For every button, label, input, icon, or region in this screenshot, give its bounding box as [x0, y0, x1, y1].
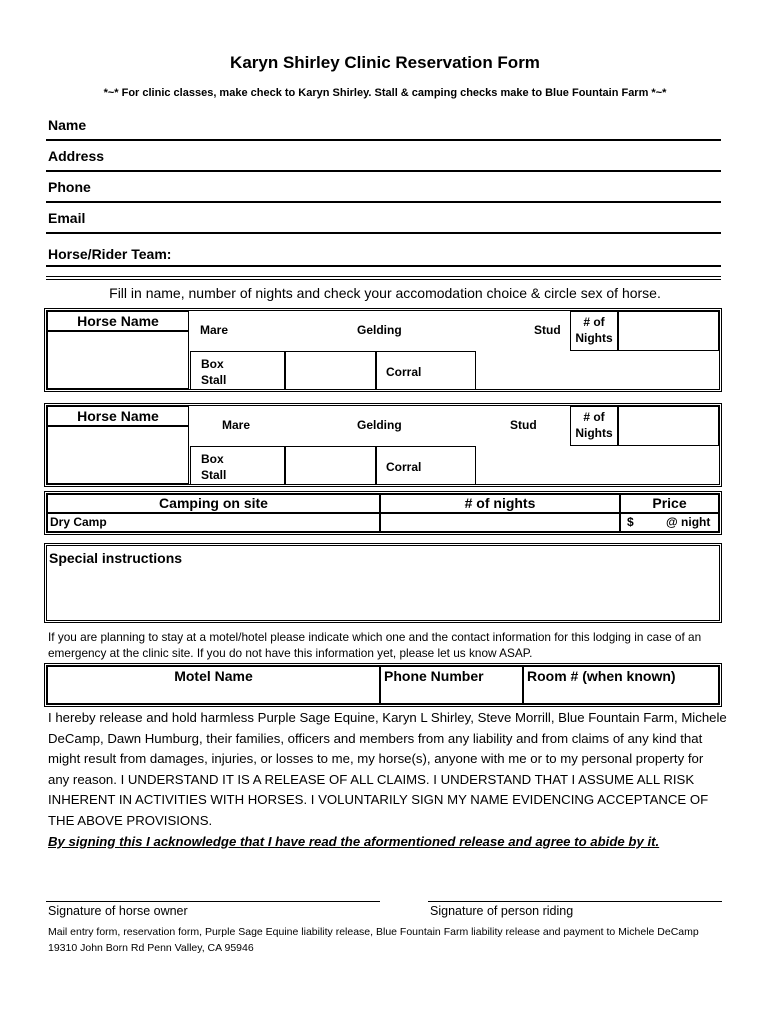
gelding-option-1[interactable]: Gelding [357, 323, 402, 337]
nights-label-line2-1: Nights [575, 331, 613, 345]
special-instructions-box[interactable] [44, 543, 722, 623]
box-stall-cell-1[interactable] [190, 351, 285, 390]
box-stall-line1-2: Box [201, 452, 224, 466]
box-stall-line2-2: Stall [201, 468, 227, 482]
price-header: Price [652, 495, 687, 511]
currency-sign: $ [627, 515, 634, 529]
phone-label: Phone [48, 179, 91, 195]
name-field[interactable] [46, 139, 721, 141]
form-title: Karyn Shirley Clinic Reservation Form [230, 53, 540, 72]
stud-option-2[interactable]: Stud [510, 418, 537, 432]
address-label: Address [48, 148, 105, 164]
horse-name-label-2: Horse Name [77, 408, 159, 424]
nights-input-2[interactable] [618, 406, 719, 446]
camping-header-cell [47, 494, 380, 513]
dry-camp-label: Dry Camp [50, 515, 107, 529]
nights-label-cell-1 [570, 311, 618, 351]
phone-field[interactable] [46, 201, 721, 203]
special-instructions-label: Special instructions [49, 550, 183, 566]
acknowledgement: By signing this I acknowledge that I have read the aformentioned release and agree to abide by it. [48, 833, 660, 849]
owner-signature-line[interactable] [46, 901, 380, 902]
horse-name-header-1 [47, 311, 189, 331]
section-divider [46, 276, 721, 280]
camping-nights-header: # of nights [464, 495, 536, 511]
corral-label-2: Corral [386, 460, 422, 474]
rider-signature-label: Signature of person riding [430, 904, 574, 918]
nights-input-1[interactable] [618, 311, 719, 351]
team-field[interactable] [46, 265, 721, 267]
box-stall-check-2[interactable] [285, 446, 376, 485]
form-subtitle: *~* For clinic classes, make check to Karyn Shirley. Stall & camping checks make to Blue Fountain Farm *~* [103, 87, 667, 99]
name-label: Name [48, 117, 87, 133]
motel-room-header: Room # (when known) [527, 668, 676, 684]
corral-label-1: Corral [386, 365, 422, 379]
nights-label-line1-1: # of [583, 315, 605, 329]
nights-label-line2-2: Nights [575, 426, 613, 440]
motel-name-cell[interactable] [47, 666, 380, 704]
nights-label-cell-2 [570, 406, 618, 446]
team-label: Horse/Rider Team: [48, 246, 172, 262]
per-night-label: @ night [666, 515, 711, 529]
corral-cell-1[interactable] [376, 351, 476, 390]
mare-option-2[interactable]: Mare [222, 418, 251, 432]
camping-nights-header-cell [380, 494, 620, 513]
dry-camp-price-cell[interactable] [620, 513, 719, 532]
stud-option-1[interactable]: Stud [534, 323, 561, 337]
motel-note: If you are planning to stay at a motel/hotel please indicate which one and the contact information for this lodging in case of an emergency at the clinic site. If you do not have this information yet, please let us know ASAP. [48, 630, 702, 660]
mare-option-1[interactable]: Mare [200, 323, 229, 337]
email-field[interactable] [46, 232, 721, 234]
release-text: I hereby release and hold harmless Purple Sage Equine, Karyn L Shirley, Steve Morrill, Blue Fountain Farm, Michele DeCamp, Dawn Humburg, their families, officers and members from any liability and from claims of any kind that might result from damages, injuries, or losses to me, my horse(s), anyone with me or to my personal property for any reason. I UNDERSTAND IT IS A RELEASE OF ALL CLAIMS. I UNDERSTAND THAT I ASSUME ALL RISK INHERENT IN ACTIVITIES WITH HORSES. I VOLUNTARILY SIGN MY NAME EVIDENCING ACCEPTANCE OF THE ABOVE PROVISIONS. [48, 710, 727, 828]
box-stall-check-1[interactable] [285, 351, 376, 390]
address-field[interactable] [46, 170, 721, 172]
instructions-text: Fill in name, number of nights and check your accomodation choice & circle sex of horse. [109, 285, 661, 301]
motel-room-cell[interactable] [523, 666, 719, 704]
owner-signature-label: Signature of horse owner [48, 904, 188, 918]
box-stall-line1-1: Box [201, 357, 224, 371]
horse-name-label-1: Horse Name [77, 313, 159, 329]
horse-name-input-2[interactable] [47, 426, 189, 484]
corral-cell-2[interactable] [376, 446, 476, 485]
dry-camp-cell[interactable] [47, 513, 380, 532]
price-header-cell [620, 494, 719, 513]
gelding-option-2[interactable]: Gelding [357, 418, 402, 432]
box-stall-cell-2[interactable] [190, 446, 285, 485]
nights-label-line1-2: # of [583, 410, 605, 424]
mail-instructions: Mail entry form, reservation form, Purple Sage Equine liability release, Blue Fountain Farm liability release and payment to Michele DeCamp [48, 926, 699, 938]
mail-address: 19310 John Born Rd Penn Valley, CA 95946 [48, 942, 254, 954]
box-stall-line2-1: Stall [201, 373, 227, 387]
dry-camp-nights-input[interactable] [380, 513, 620, 532]
motel-name-header: Motel Name [174, 668, 253, 684]
email-label: Email [48, 210, 86, 226]
liability-release [48, 708, 728, 852]
motel-phone-cell[interactable] [380, 666, 523, 704]
horse-name-header-2 [47, 406, 189, 426]
rider-signature-line[interactable] [428, 901, 722, 902]
camping-header: Camping on site [159, 495, 268, 511]
motel-phone-header: Phone Number [384, 668, 484, 684]
horse-name-input-1[interactable] [47, 331, 189, 389]
